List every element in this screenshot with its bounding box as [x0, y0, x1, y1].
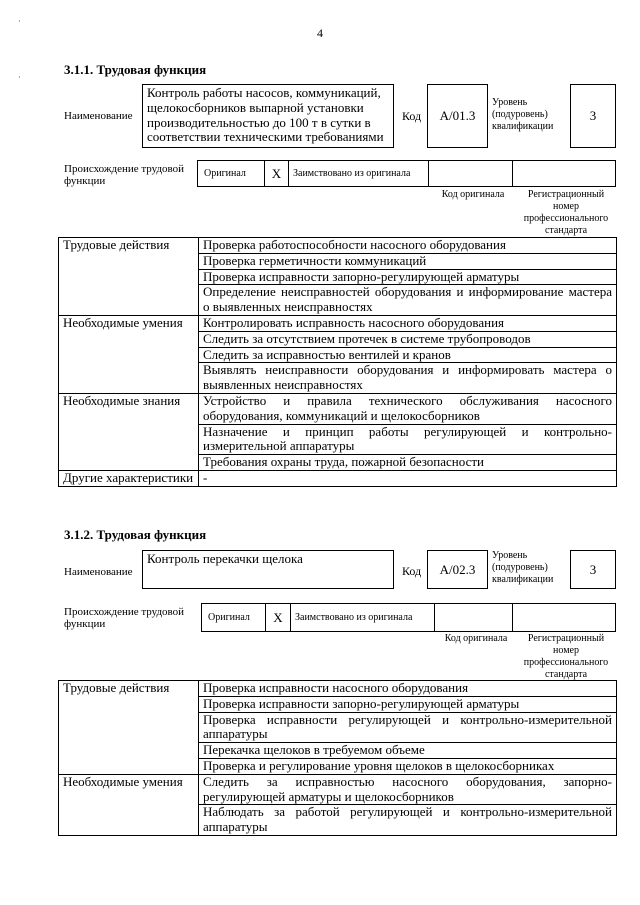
- function-code: А/02.3: [427, 550, 488, 589]
- section-title: Необходимые знания: [59, 393, 199, 470]
- borrowed-label: Заимствовано из оригинала: [291, 604, 435, 631]
- table-cell: Проверка работоспособности насосного оборудования: [199, 238, 617, 254]
- function-name: [142, 84, 394, 148]
- table-cell: Требования охраны труда, пожарной безопасности: [199, 455, 617, 471]
- table-cell: Проверка исправности запорно-регулирующей арматуры: [199, 269, 617, 285]
- function-name: [142, 550, 394, 589]
- table-row: [59, 315, 617, 331]
- reg-number-caption: Регистрационный номер профессионального стандарта: [523, 633, 609, 680]
- code-original-cell: [435, 604, 513, 631]
- table-cell: Проверка и регулирование уровня щелоков в щелокосборниках: [199, 758, 617, 774]
- code-original-caption: Код оригинала: [444, 633, 508, 644]
- function-code: А/01.3: [427, 84, 488, 148]
- page-number: 4: [317, 26, 323, 40]
- origin-row: [201, 603, 616, 632]
- function-table: [58, 237, 617, 487]
- table-row: [59, 774, 617, 805]
- origin-label: Происхождение трудовой функции: [64, 606, 185, 630]
- original-mark: X: [266, 604, 291, 631]
- section-title: Необходимые умения: [59, 774, 199, 835]
- name-label: Наименование: [64, 110, 133, 122]
- level-label: Уровень (подуровень) квалификации: [492, 97, 554, 132]
- scan-mark: ·: [18, 16, 21, 26]
- section-title: Другие характеристики: [59, 470, 199, 486]
- table-row: [59, 238, 617, 254]
- function-table: [58, 680, 617, 836]
- original-label: Оригинал: [198, 161, 265, 186]
- reg-number-caption: Регистрационный номер профессионального стандарта: [523, 189, 609, 236]
- origin-row: [197, 160, 616, 187]
- reg-number-cell: [513, 161, 615, 186]
- code-label: Код: [402, 109, 422, 123]
- table-cell: Следить за исправностью насосного оборудования, запорно-регулирующей арматуры и щелокосборников: [199, 774, 617, 805]
- table-row: [59, 393, 617, 424]
- function-heading: 3.1.2. Трудовая функция: [64, 527, 207, 542]
- table-cell: Проверка исправности регулирующей и контрольно-измерительной аппаратуры: [199, 712, 617, 743]
- table-cell: Определение неисправностей оборудования и информирование мастера о выявленных неисправностях: [199, 285, 617, 316]
- name-line: щелокосборников выпарной установки: [147, 99, 364, 115]
- qualification-level: 3: [570, 84, 616, 148]
- origin-label: Происхождение трудовой функции: [64, 163, 185, 187]
- table-cell: -: [199, 470, 617, 486]
- table-cell: Выявлять неисправности оборудования и информировать мастера о выявленных неисправностях: [199, 363, 617, 394]
- name-label: Наименование: [64, 566, 133, 578]
- table-cell: Следить за исправностью вентилей и кранов: [199, 347, 617, 363]
- table-cell: Наблюдать за работой регулирующей и контрольно-измерительной аппаратуры: [199, 805, 617, 836]
- reg-number-cell: [513, 604, 615, 631]
- table-cell: Следить за отсутствием протечек в системе трубопроводов: [199, 331, 617, 347]
- level-label: Уровень (подуровень) квалификации: [492, 550, 554, 585]
- table-row: [59, 681, 617, 697]
- code-label: Код: [402, 564, 422, 578]
- name-line: Контроль работы насосов, коммуникаций,: [147, 85, 381, 100]
- section-title: Трудовые действия: [59, 681, 199, 775]
- table-cell: Контролировать исправность насосного оборудования: [199, 315, 617, 331]
- name-line: Контроль перекачки щелока: [147, 551, 303, 566]
- table-cell: Назначение и принцип работы регулирующей и контрольно-измерительной аппаратуры: [199, 424, 617, 455]
- section-title: Необходимые умения: [59, 315, 199, 393]
- function-heading: 3.1.1. Трудовая функция: [64, 62, 207, 77]
- qualification-level: 3: [570, 550, 616, 589]
- code-original-cell: [429, 161, 513, 186]
- section-title: Трудовые действия: [59, 238, 199, 316]
- original-label: Оригинал: [202, 604, 266, 631]
- table-cell: Проверка исправности насосного оборудования: [199, 681, 617, 697]
- name-line: соответствии техническими требованиями: [147, 129, 384, 145]
- code-original-caption: Код оригинала: [441, 189, 505, 200]
- borrowed-label: Заимствовано из оригинала: [289, 161, 429, 186]
- table-cell: Проверка герметичности коммуникаций: [199, 253, 617, 269]
- name-line: производительностью до 100 т в сутки в: [147, 114, 371, 130]
- table-cell: Проверка исправности запорно-регулирующей арматуры: [199, 696, 617, 712]
- table-row: [59, 470, 617, 486]
- original-mark: X: [265, 161, 289, 186]
- scan-mark: ·: [18, 72, 21, 82]
- table-cell: Устройство и правила технического обслуживания насосного оборудования, коммуникаций и щелокосборников: [199, 393, 617, 424]
- table-cell: Перекачка щелоков в требуемом объеме: [199, 743, 617, 759]
